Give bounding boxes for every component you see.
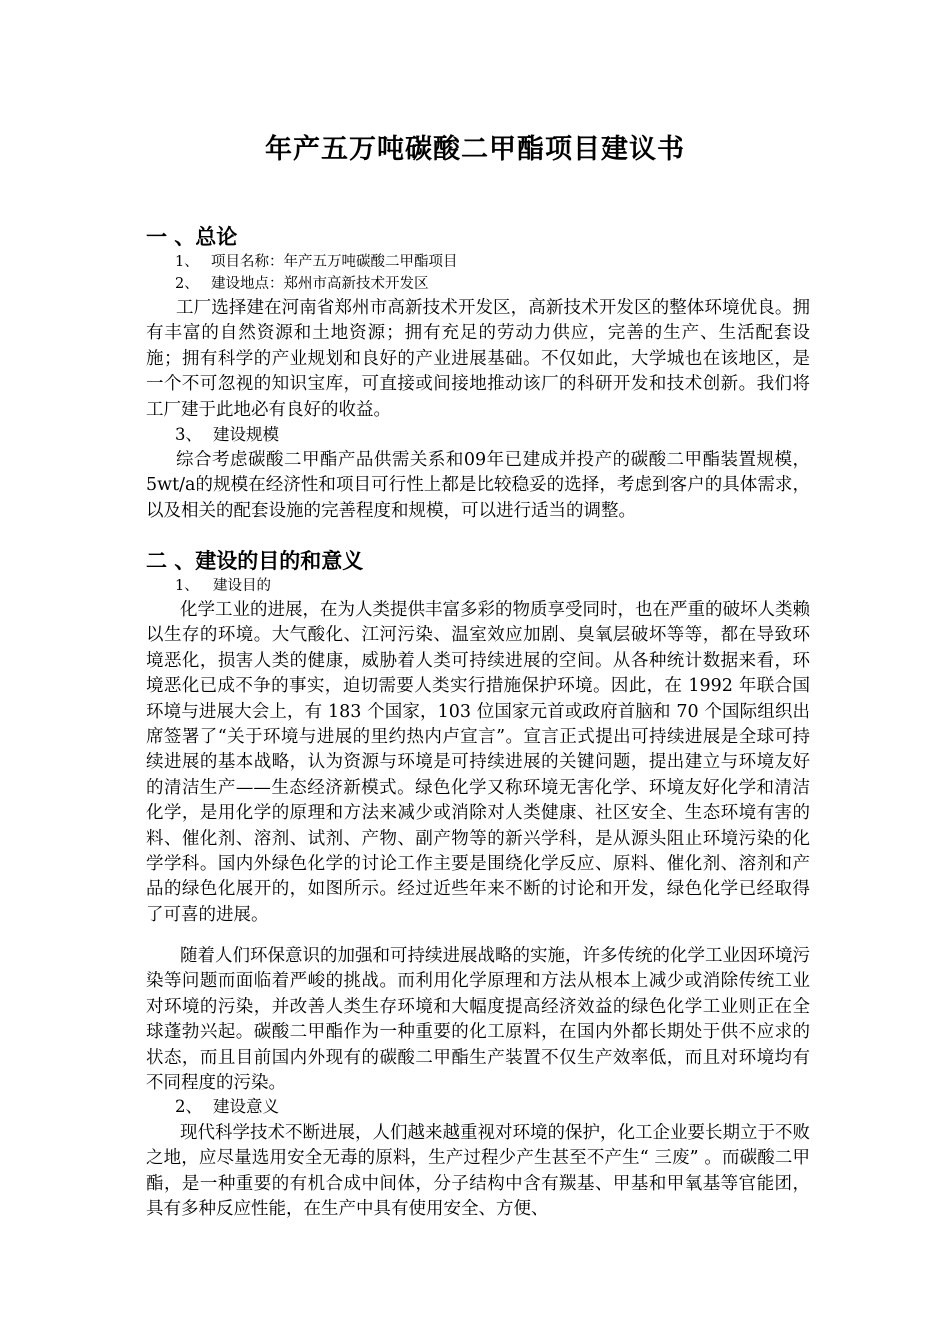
list-number: 2、 — [175, 1097, 202, 1116]
list-item-text: 建设意义 — [213, 1097, 279, 1116]
list-number: 1、 — [175, 578, 199, 594]
paragraph-site-selection: 工厂选择建在河南省郑州市高新技术开发区，高新技术开发区的整体环境优良。拥有丰富的自然资源和土地资源；拥有充足的劳动力供应，完善的生产、生活配套设施；拥有科学的产业规划和良好的产业进展基础。不仅如此，大学城也在该地区，是一个不可忽视的知识宝库，可直接或间接地推动该厂的科研开发和技术创新。我们将工厂建于此地必有良好的收益。 — [146, 298, 810, 420]
section-heading-general: 一 、总论 — [146, 225, 238, 249]
section-heading-purpose: 二 、建设的目的和意义 — [146, 549, 364, 573]
paragraph-environmental-awareness: 随着人们环保意识的加强和可持续进展战略的实施，许多传统的化学工业因环境污染等问题而面临着严峻的挑战。而利用化学原理和方法从根本上减少或消除传统工业对环境的污染，并改善人类生存环境和大幅度提高经济效益的绿色化学工业则正在全球蓬勃兴起。碳酸二甲酯作为一种重要的化工原料，在国内外都长期处于供不应求的状态，而且目前国内外现有的碳酸二甲酯生产装置不仅生产效率低，而且对环境均有不同程度的污染。 — [146, 946, 810, 1094]
list-number: 2、 — [175, 276, 199, 292]
paragraph-green-chemistry: 化学工业的进展，在为人类提供丰富多彩的物质享受同时，也在严重的破坏人类赖以生存的环境。大气酸化、江河污染、温室效应加剧、臭氧层破坏等等，都在导致环境恶化，损害人类的健康，威胁着人类可持续进展的空间。从各种统计数据来看，环境恶化已成不争的事实，迫切需要人类实行措施保护环境。因此，在 1992 年联合国环境与进展大会上，有 183 个国家，103 位国家元首或政府首脑和 70 个国际组织出席签署了“关于环境与进展的里约热内卢宣言”。宣言正式提出可持续进展是全球可持续进展的基本战略，认为资源与环境是可持续进展的关键问题，提出建立与环境友好的清洁生产——生态经济新模式。绿色化学又称环境无害化学、环境友好化学和清洁化学，是用化学的原理和方法来减少或消除对人类健康、社区安全、生态环境有害的料、催化剂、溶剂、试剂、产物、副产物等的新兴学科，是从源头阻止环境污染的化学学科。国内外绿色化学的讨论工作主要是围绕化学反应、原料、催化剂、溶剂和产品的绿色化展开的，如图所示。经过近些年来不断的讨论和开发，绿色化学已经取得了可喜的进展。 — [146, 600, 810, 925]
list-item-significance — [175, 1096, 279, 1118]
list-item-text: 建设规模 — [213, 425, 279, 444]
list-item-location — [175, 273, 429, 295]
paragraph-significance: 现代科学技术不断进展，人们越来越重视对环境的保护，化工企业要长期立于不败之地，应尽量选用安全无毒的原料，生产过程少产生甚至不产生“ 三废” 。而碳酸二甲酯，是一种重要的有机合成中间体，分子结构中含有羰基、甲基和甲氧基等官能团，具有多种反应性能，在生产中具有使用安全、方便、 — [146, 1123, 810, 1220]
list-item-text: 建设目的 — [213, 578, 271, 594]
list-item-purpose — [175, 575, 271, 597]
list-item-project-name — [175, 251, 458, 273]
list-item-scale — [175, 424, 279, 446]
document-title: 年产五万吨碳酸二甲酯项目建议书 — [265, 134, 685, 165]
list-item-text: 建设地点：郑州市高新技术开发区 — [211, 276, 429, 292]
list-number: 3、 — [175, 425, 202, 444]
list-item-text: 项目名称：年产五万吨碳酸二甲酯项目 — [211, 254, 458, 270]
paragraph-scale: 综合考虑碳酸二甲酯产品供需关系和09年已建成并投产的碳酸二甲酯装置规模，5wt/a的规模在经济性和项目可行性上都是比较稳妥的选择，考虑到客户的具体需求，以及相关的配套设施的完善程度和规模，可以进行适当的调整。 — [146, 450, 810, 521]
list-number: 1、 — [175, 254, 199, 270]
